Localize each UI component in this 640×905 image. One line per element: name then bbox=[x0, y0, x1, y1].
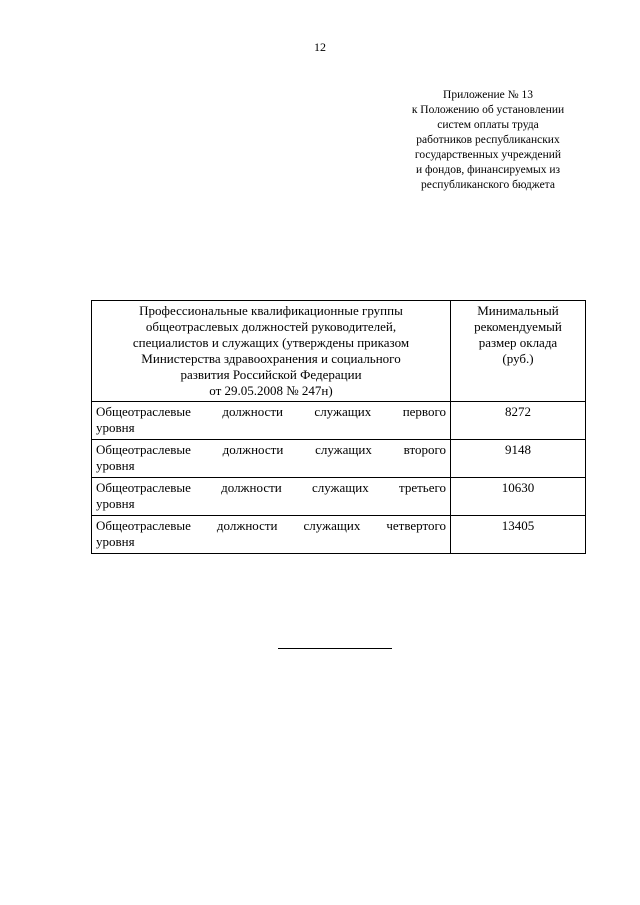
group-name-line: уровня bbox=[96, 496, 135, 511]
header-line: размер оклада bbox=[478, 335, 558, 350]
group-name-line: Общеотраслевые должности служащих четвертого bbox=[96, 518, 446, 533]
group-name-line: Общеотраслевые должности служащих третьего bbox=[96, 480, 446, 495]
header-line: Министерства здравоохранения и социального bbox=[141, 351, 401, 366]
group-name-line: Общеотраслевые должности служащих второго bbox=[96, 442, 446, 457]
header-line: рекомендуемый bbox=[474, 319, 562, 334]
header-minimum-salary bbox=[451, 301, 586, 402]
salary-value: 8272 bbox=[451, 402, 586, 440]
page-number: 12 bbox=[314, 40, 326, 54]
header-line: специалистов и служащих (утверждены приказом bbox=[132, 335, 410, 350]
end-separator-line bbox=[278, 648, 392, 649]
header-line: развития Российской Федерации bbox=[180, 367, 362, 382]
appendix-line: государственных учреждений bbox=[414, 149, 562, 161]
appendix-line: к Положению об установлении bbox=[411, 104, 565, 116]
group-name-line: уровня bbox=[96, 534, 135, 549]
table-header-row bbox=[92, 301, 586, 402]
appendix-line: и фондов, финансируемых из bbox=[415, 164, 561, 176]
appendix-line: республиканского бюджета bbox=[421, 179, 555, 191]
table-row bbox=[92, 478, 586, 516]
appendix-line: Приложение № 13 bbox=[443, 89, 533, 101]
header-line: общеотраслевых должностей руководителей, bbox=[145, 319, 397, 334]
header-professional-groups bbox=[92, 301, 451, 402]
header-line: Минимальный bbox=[477, 303, 559, 318]
group-name-line: уровня bbox=[96, 458, 135, 473]
salary-table bbox=[91, 300, 586, 554]
salary-value: 9148 bbox=[451, 440, 586, 478]
appendix-line: систем оплаты труда bbox=[437, 119, 539, 131]
group-name-cell bbox=[92, 402, 451, 440]
group-name-cell bbox=[92, 516, 451, 554]
header-line: от 29.05.2008 № 247н) bbox=[209, 383, 333, 398]
salary-value: 13405 bbox=[451, 516, 586, 554]
table-row bbox=[92, 402, 586, 440]
table-row bbox=[92, 440, 586, 478]
group-name-cell bbox=[92, 478, 451, 516]
header-line: (руб.) bbox=[502, 351, 534, 366]
header-line: Профессиональные квалификационные группы bbox=[139, 303, 403, 318]
appendix-line: работников республиканских bbox=[416, 134, 560, 146]
group-name-line: уровня bbox=[96, 420, 135, 435]
salary-value: 10630 bbox=[451, 478, 586, 516]
appendix-reference bbox=[380, 88, 596, 193]
table-row bbox=[92, 516, 586, 554]
group-name-line: Общеотраслевые должности служащих первого bbox=[96, 404, 446, 419]
group-name-cell bbox=[92, 440, 451, 478]
